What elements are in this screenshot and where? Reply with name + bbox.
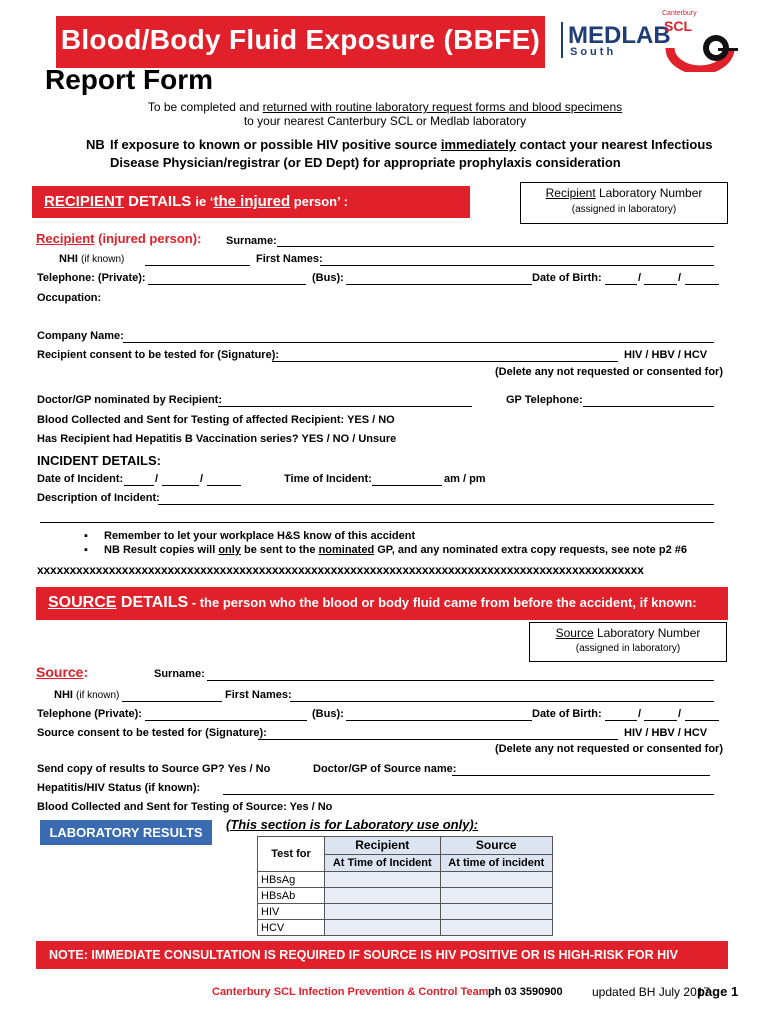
source-nhi-field[interactable] xyxy=(122,701,222,702)
recipient-surname-field[interactable] xyxy=(277,246,714,247)
recipient-banner xyxy=(32,186,470,218)
footer-note-text: NOTE: IMMEDIATE CONSULTATION IS REQUIRED IF SOURCE IS HIV POSITIVE OR IS HIGH-RISK FOR HIV xyxy=(49,948,678,962)
recipient-banner-word: RECIPIENT xyxy=(44,193,125,210)
recipient-hepb[interactable]: Has Recipient had Hepatitis B Vaccination series? YES / NO / Unsure xyxy=(37,433,397,445)
source-heading-word: Source xyxy=(36,664,84,680)
incident-description-field[interactable] xyxy=(158,504,714,505)
incident-time-label: Time of Incident: xyxy=(284,473,372,485)
scl-logo-top: Canterbury xyxy=(662,10,697,17)
recipient-nhi-note: (if known) xyxy=(81,254,125,265)
recipient-surname-label: Surname: xyxy=(226,235,277,247)
recipient-consent-field[interactable] xyxy=(272,361,618,362)
lab-use-note-text: (This section is for Laboratory use only): xyxy=(226,817,479,832)
bullet-list xyxy=(84,530,687,556)
source-result-cell[interactable] xyxy=(440,872,552,888)
source-nhi-text: NHI xyxy=(54,689,73,701)
recipient-dob-label: Date of Birth: xyxy=(532,272,602,284)
recipient-dob-year[interactable] xyxy=(685,284,719,285)
recipient-banner-person: person’ : xyxy=(290,194,348,209)
bullet-text-nominated: nominated xyxy=(318,544,375,556)
source-banner xyxy=(36,587,728,620)
test-name: HCV xyxy=(258,920,325,936)
bullet-text: NB Result copies will xyxy=(104,544,219,556)
bullet-text: Remember to let your workplace H&S know of this accident xyxy=(104,530,416,542)
recipient-doctor-field[interactable] xyxy=(218,406,472,407)
source-lab-number-title xyxy=(530,626,726,640)
source-hep-status-field[interactable] xyxy=(223,794,714,795)
recipient-occupation-label: Occupation: xyxy=(37,292,102,304)
recipient-banner-details: DETAILS xyxy=(124,193,196,210)
form-title: Blood/Body Fluid Exposure (BBFE) xyxy=(60,24,541,55)
source-result-cell[interactable] xyxy=(440,904,552,920)
source-surname-field[interactable] xyxy=(207,680,714,681)
recipient-heading-rest: (injured person): xyxy=(94,231,202,246)
source-nhi-label xyxy=(54,689,119,701)
source-blood-collected[interactable]: Blood Collected and Sent for Testing of Source: Yes / No xyxy=(37,801,333,813)
form-subtitle: Report Form xyxy=(45,64,213,95)
recipient-tel-bus-label: (Bus): xyxy=(312,272,344,284)
bullet-item-hs xyxy=(84,530,687,542)
source-dob-year[interactable] xyxy=(685,720,719,721)
recipient-company-label: Company Name: xyxy=(37,330,124,342)
bullet-item-nb xyxy=(84,544,687,556)
test-name: HIV xyxy=(258,904,325,920)
source-surname-label: Surname: xyxy=(154,668,205,680)
recipient-tel-private-field[interactable] xyxy=(148,284,306,285)
bullet-icon: ▪ xyxy=(84,530,88,542)
recipient-consent-tests[interactable]: HIV / HBV / HCV xyxy=(624,349,708,361)
source-first-names-field[interactable] xyxy=(290,701,714,702)
recipient-nhi-field[interactable] xyxy=(145,265,250,266)
source-banner-desc: - the person who the blood or body fluid came from before the accident, if known: xyxy=(188,595,697,610)
recipient-lab-number-title-text: Laboratory Number xyxy=(595,186,703,200)
dob-slash: / xyxy=(638,708,642,720)
source-lab-number-sub: (assigned in laboratory) xyxy=(575,643,681,654)
recipient-first-names-field[interactable] xyxy=(320,265,714,266)
bullet-text: GP, and any nominated extra copy requests, see note p2 #6 xyxy=(374,544,687,556)
source-banner-word: SOURCE xyxy=(48,594,117,611)
recipient-first-names-label: First Names: xyxy=(256,253,323,265)
lab-results-table xyxy=(257,836,553,936)
incident-ampm[interactable]: am / pm xyxy=(444,473,486,485)
test-name: HBsAb xyxy=(258,888,325,904)
recipient-gp-tel-field[interactable] xyxy=(583,406,714,407)
recipient-banner-ie: ie ‘ xyxy=(195,194,214,209)
source-result-cell[interactable] xyxy=(440,920,552,936)
source-lab-number-title-text: Laboratory Number xyxy=(593,626,701,640)
dob-slash: / xyxy=(638,272,642,284)
intro-line-1 xyxy=(0,100,770,114)
source-consent-tests[interactable]: HIV / HBV / HCV xyxy=(624,727,708,739)
test-name: HBsAg xyxy=(258,872,325,888)
recipient-lab-number-title xyxy=(521,186,727,200)
incident-date-month[interactable] xyxy=(162,485,199,486)
recipient-nhi-label xyxy=(59,253,124,265)
incident-time-field[interactable] xyxy=(372,485,442,486)
nb-line-2: Disease Physician/registrar (or ED Dept) for appropriate prophylaxis consideration xyxy=(110,155,621,170)
source-result-cell[interactable] xyxy=(440,888,552,904)
laboratory-results-button[interactable]: LABORATORY RESULTS xyxy=(40,820,212,845)
incident-date-year[interactable] xyxy=(207,485,241,486)
recipient-lab-number-sub: (assigned in laboratory) xyxy=(571,204,677,215)
bullet-text-only: only xyxy=(218,544,241,556)
recipient-banner-text xyxy=(44,193,348,210)
bullet-icon: ▪ xyxy=(84,544,88,556)
dob-slash: / xyxy=(678,272,682,284)
source-lab-number-box[interactable] xyxy=(529,622,727,662)
scl-logo-text: SCL xyxy=(664,18,692,34)
source-tel-private-field[interactable] xyxy=(145,720,307,721)
table-row xyxy=(258,872,553,888)
date-slash: / xyxy=(155,473,159,485)
recipient-lab-number-box[interactable] xyxy=(520,182,728,224)
recipient-dob-day[interactable] xyxy=(605,284,637,285)
source-heading-colon: : xyxy=(83,664,89,680)
source-subheader: At time of incident xyxy=(440,854,552,872)
recipient-dob-month[interactable] xyxy=(644,284,677,285)
incident-date-day[interactable] xyxy=(124,485,154,486)
recipient-company-field[interactable] xyxy=(123,342,714,343)
footer-phone: ph 03 3590900 xyxy=(488,986,563,998)
date-slash: / xyxy=(200,473,204,485)
recipient-result-cell[interactable] xyxy=(325,920,441,936)
intro-text-underlined: returned with routine laboratory request forms and blood specimens xyxy=(262,100,623,114)
nb-text-end: contact your nearest Infectious xyxy=(516,137,713,152)
source-banner-text xyxy=(48,594,697,612)
recipient-result-cell[interactable] xyxy=(325,888,441,904)
source-consent-field[interactable] xyxy=(258,739,618,740)
recipient-result-cell[interactable] xyxy=(325,904,441,920)
incident-description-field-2[interactable] xyxy=(40,522,714,523)
recipient-heading xyxy=(36,231,201,246)
recipient-nhi-text: NHI xyxy=(59,253,78,265)
dob-slash: / xyxy=(678,708,682,720)
source-lab-number-title-u: Source xyxy=(555,626,594,640)
source-banner-details: DETAILS xyxy=(116,594,189,611)
source-tel-bus-field[interactable] xyxy=(346,720,532,721)
recipient-delete-note: (Delete any not requested or consented for) xyxy=(495,366,723,378)
recipient-banner-injured: the injured xyxy=(213,193,291,210)
medlab-logo xyxy=(560,18,671,62)
footer-updated: updated BH July 2017 xyxy=(592,985,711,999)
recipient-tel-private-label: Telephone: (Private): xyxy=(37,272,146,284)
recipient-lab-number-title-u: Recipient xyxy=(545,186,596,200)
recipient-heading-word: Recipient xyxy=(36,231,95,246)
scl-logo xyxy=(660,8,744,72)
source-tel-bus-label: (Bus): xyxy=(312,708,344,720)
medlab-logo-sub: South xyxy=(570,46,617,58)
table-row xyxy=(258,888,553,904)
incident-heading: INCIDENT DETAILS: xyxy=(37,453,161,468)
title-banner xyxy=(56,16,545,68)
source-col-header: Source xyxy=(440,837,552,855)
nb-immediately: immediately xyxy=(440,137,517,152)
recipient-consent-label: Recipient consent to be tested for (Signature): xyxy=(37,349,280,361)
source-delete-note: (Delete any not requested or consented for) xyxy=(495,743,723,755)
table-row xyxy=(258,920,553,936)
source-dob-day[interactable] xyxy=(605,720,637,721)
section-separator: xxxxxxxxxxxxxxxxxxxxxxxxxxxxxxxxxxxxxxxxxxxxxxxxxxxxxxxxxxxxxxxxxxxxxxxxxxxxxxxxxxxxxxxxxxxxx xyxy=(37,563,644,577)
source-dob-month[interactable] xyxy=(644,720,677,721)
intro-line-2: to your nearest Canterbury SCL or Medlab laboratory xyxy=(243,114,527,128)
source-doctor-label: Doctor/GP of Source name: xyxy=(313,763,457,775)
footer-team: Canterbury SCL Infection Prevention & Control Team xyxy=(212,986,489,998)
recipient-doctor-label: Doctor/GP nominated by Recipient: xyxy=(37,394,222,406)
recipient-tel-bus-field[interactable] xyxy=(346,284,532,285)
source-tel-private-label: Telephone (Private): xyxy=(37,708,142,720)
source-dob-label: Date of Birth: xyxy=(532,708,602,720)
nb-text: If exposure to known or possible HIV positive source xyxy=(110,137,441,152)
recipient-gp-tel-label: GP Telephone: xyxy=(506,394,583,406)
intro-text: To be completed and xyxy=(147,100,263,114)
recipient-col-header: Recipient xyxy=(325,837,441,855)
table-header-row xyxy=(258,837,553,855)
test-for-header: Test for xyxy=(258,837,325,872)
nb-line-1 xyxy=(110,137,713,152)
bullet-text: be sent to the xyxy=(240,544,319,556)
source-heading xyxy=(36,664,88,680)
source-consent-label: Source consent to be tested for (Signature): xyxy=(37,727,267,739)
source-nhi-note: (if known) xyxy=(76,690,120,701)
footer-note-banner xyxy=(36,941,728,969)
incident-description-label: Description of Incident: xyxy=(37,492,160,504)
recipient-blood-collected[interactable]: Blood Collected and Sent for Testing of affected Recipient: YES / NO xyxy=(37,414,395,426)
incident-date-label: Date of Incident: xyxy=(37,473,124,485)
nb-label: NB xyxy=(86,137,105,152)
table-row xyxy=(258,904,553,920)
source-doctor-field[interactable] xyxy=(452,775,710,776)
footer-page: page 1 xyxy=(697,984,739,999)
source-first-names-label: First Names: xyxy=(225,689,292,701)
lab-use-note xyxy=(226,817,478,832)
recipient-result-cell[interactable] xyxy=(325,872,441,888)
source-send-copy[interactable]: Send copy of results to Source GP? Yes / No xyxy=(37,763,271,775)
medlab-logo-text: MEDLAB xyxy=(568,22,671,49)
recipient-subheader: At Time of Incident xyxy=(325,854,441,872)
source-hep-status-label: Hepatitis/HIV Status (if known): xyxy=(37,782,201,794)
